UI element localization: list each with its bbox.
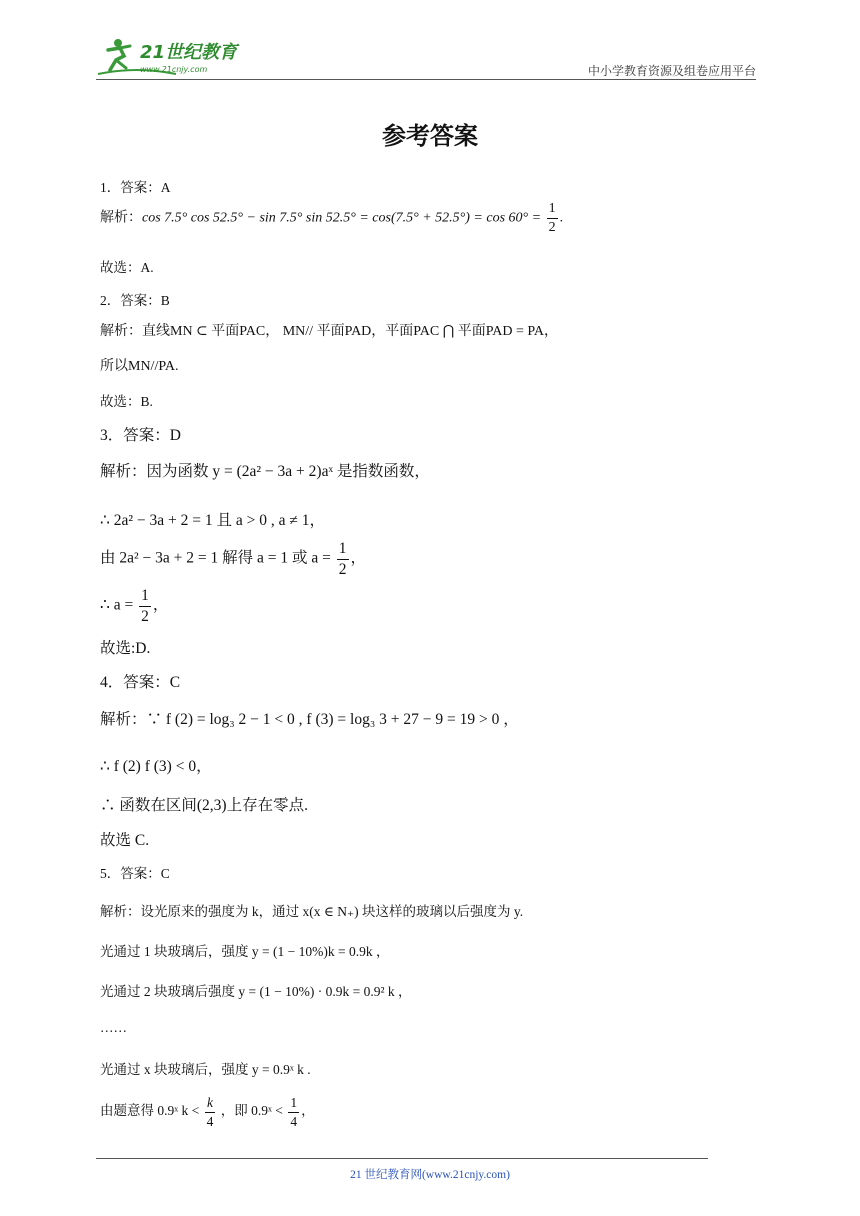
q4-step1: ∴ f (2) f (3) < 0， <box>100 758 212 775</box>
q5-step3: 光通过 x 块玻璃后，强度 y = 0.9ˣ k . <box>100 1062 311 1077</box>
q4-answer: 4．答案：C <box>100 674 181 691</box>
footer-link[interactable]: 21 世纪教育网(www.21cnjy.com) <box>350 1169 510 1181</box>
q5-fraction-k-4: $\frac{k}{4}$ <box>206 1095 214 1129</box>
q3-step2: 由 2a² − 3a + 2 = 1 解得 a = 1 或 a = $\frac{1}{2}$ ， <box>100 540 367 578</box>
q5-step4: 由题意得 0.9ˣ k < $\frac{k}{4}$ ，即 0.9ˣ < $\frac{1}{4}$ ， <box>100 1095 315 1129</box>
q2-explanation: 解析：直线MN ⊂ 平面PAC， MN// 平面PAD，平面PAC ⋂ 平面PAD = PA， <box>100 324 558 339</box>
q5-step2: 光通过 2 块玻璃后强度 y = (1 − 10%) · 0.9k = 0.9² k ， <box>100 984 412 999</box>
q4-choice: 故选 C. <box>100 832 150 849</box>
q5-answer: 5．答案：C <box>100 866 170 881</box>
q3-step1: ∴ 2a² − 3a + 2 = 1 且 a > 0 , a ≠ 1， <box>100 512 325 529</box>
header-divider <box>96 79 756 80</box>
q3-answer: 3．答案：D <box>100 427 181 444</box>
q1-choice: 故选：A. <box>100 260 154 275</box>
q5-explanation: 解析：设光原来的强度为 k，通过 x(x ∈ N₊) 块这样的玻璃以后强度为 y. <box>100 904 524 919</box>
q3-step3-fraction: $\frac{1}{2}$ <box>141 587 149 625</box>
site-logo <box>96 36 266 76</box>
logo-text: 21世纪教育 <box>140 42 238 63</box>
q3-step3: ∴ a = $\frac{1}{2}$ ， <box>100 587 169 625</box>
q3-explanation: 解析：因为函数 y = (2a² − 3a + 2)aˣ 是指数函数， <box>100 463 430 480</box>
q3-choice: 故选:D. <box>100 640 151 657</box>
q4-explanation: 解析：∵ f (2) = log₃ 2 − 1 < 0 , f (3) = log₃ 3 + 27 − 9 = 19 > 0 ， <box>100 711 519 728</box>
q2-choice: 故选：B. <box>100 394 153 409</box>
q1-answer: 1．答案：A <box>100 180 171 195</box>
site-tagline: 中小学教育资源及组卷应用平台 <box>587 64 756 78</box>
q3-step2-fraction: $\frac{1}{2}$ <box>338 540 347 578</box>
q5-step1: 光通过 1 块玻璃后，强度 y = (1 − 10%)k = 0.9k ， <box>100 944 390 959</box>
q4-step2: ∴ 函数在区间(2,3)上存在零点. <box>100 797 308 814</box>
q2-answer: 2．答案：B <box>100 293 170 308</box>
footer-divider <box>96 1158 708 1159</box>
q5-ellipsis: …… <box>100 1020 127 1035</box>
page-title: 参考答案 <box>382 122 478 150</box>
page-header <box>96 32 756 80</box>
q5-fraction-1-4: $\frac{1}{4}$ <box>290 1095 298 1129</box>
q1-fraction: $\frac{1}{2}$ <box>548 201 556 235</box>
q1-explanation: 解析：cos 7.5° cos 52.5° − sin 7.5° sin 52.5° = cos(7.5° + 52.5°) = cos 60° = $\frac{1}{2}$ . <box>100 201 564 235</box>
logo-url: www.21cnjy.com <box>140 65 208 74</box>
q2-conclusion: 所以MN//PA. <box>100 359 179 374</box>
